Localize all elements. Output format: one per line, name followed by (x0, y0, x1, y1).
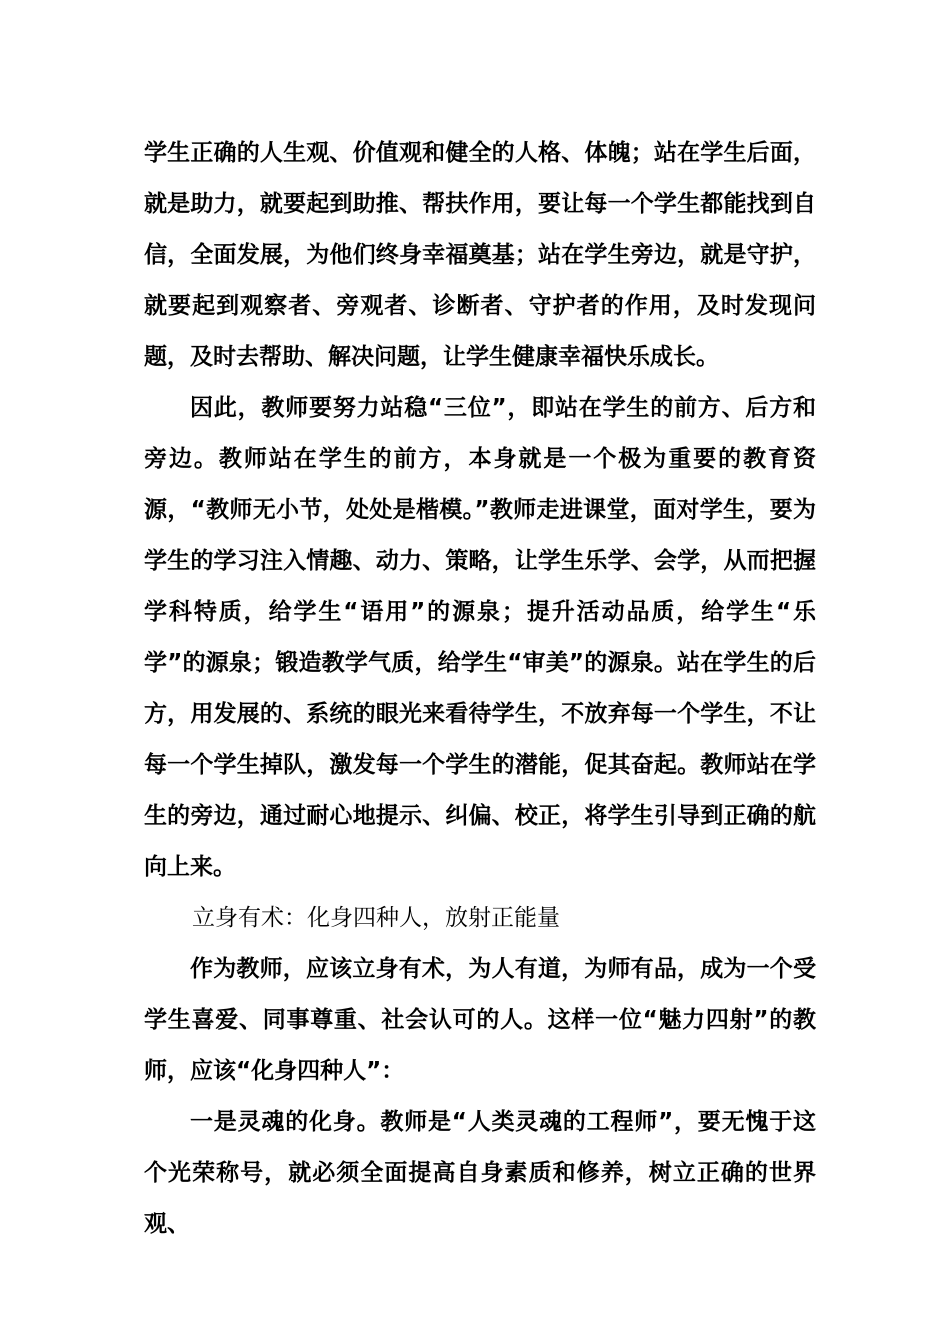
section-heading: 立身有术：化身四种人，放射正能量 (192, 905, 560, 931)
paragraph-2: 因此，教师要努力站稳“三位”，即站在学生的前方、后方和旁边。教师站在学生的前方，本身就是一个极为重要的教育资源，“教师无小节，处处是楷模。”教师走进课堂，面对学生，要为学生的学习注入情趣、动力、策略，让学生乐学、会学，从而把握学科特质，给学生“语用”的源泉；提升活动品质，给学生“乐学”的源泉；锻造教学气质，给学生“审美”的源泉。站在学生的后方，用发展的、系统的眼光来看待学生，不放弃每一个学生，不让每一个学生掉队，激发每一个学生的潜能，促其奋起。教师站在学生的旁边，通过耐心地提示、纠偏、校正，将学生引导到正确的航向上来。 (144, 395, 816, 880)
paragraph-4: 一是灵魂的化身。教师是“人类灵魂的工程师”，要无愧于这个光荣称号，就必须全面提高自身素质和修养，树立正确的世界观、 (144, 1109, 816, 1237)
paragraph-1: 学生正确的人生观、价值观和健全的人格、体魄；站在学生后面，就是助力，就要起到助推、帮扶作用，要让每一个学生都能找到自信，全面发展，为他们终身幸福奠基；站在学生旁边，就是守护，就要起到观察者、旁观者、诊断者、守护者的作用，及时发现问题，及时去帮助、解决问题，让学生健康幸福快乐成长。 (144, 140, 816, 370)
document-body (144, 128, 816, 1250)
paragraph-3: 作为教师，应该立身有术，为人有道，为师有品，成为一个受学生喜爱、同事尊重、社会认可的人。这样一位“魅力四射”的教师，应该“化身四种人”： (144, 956, 816, 1084)
